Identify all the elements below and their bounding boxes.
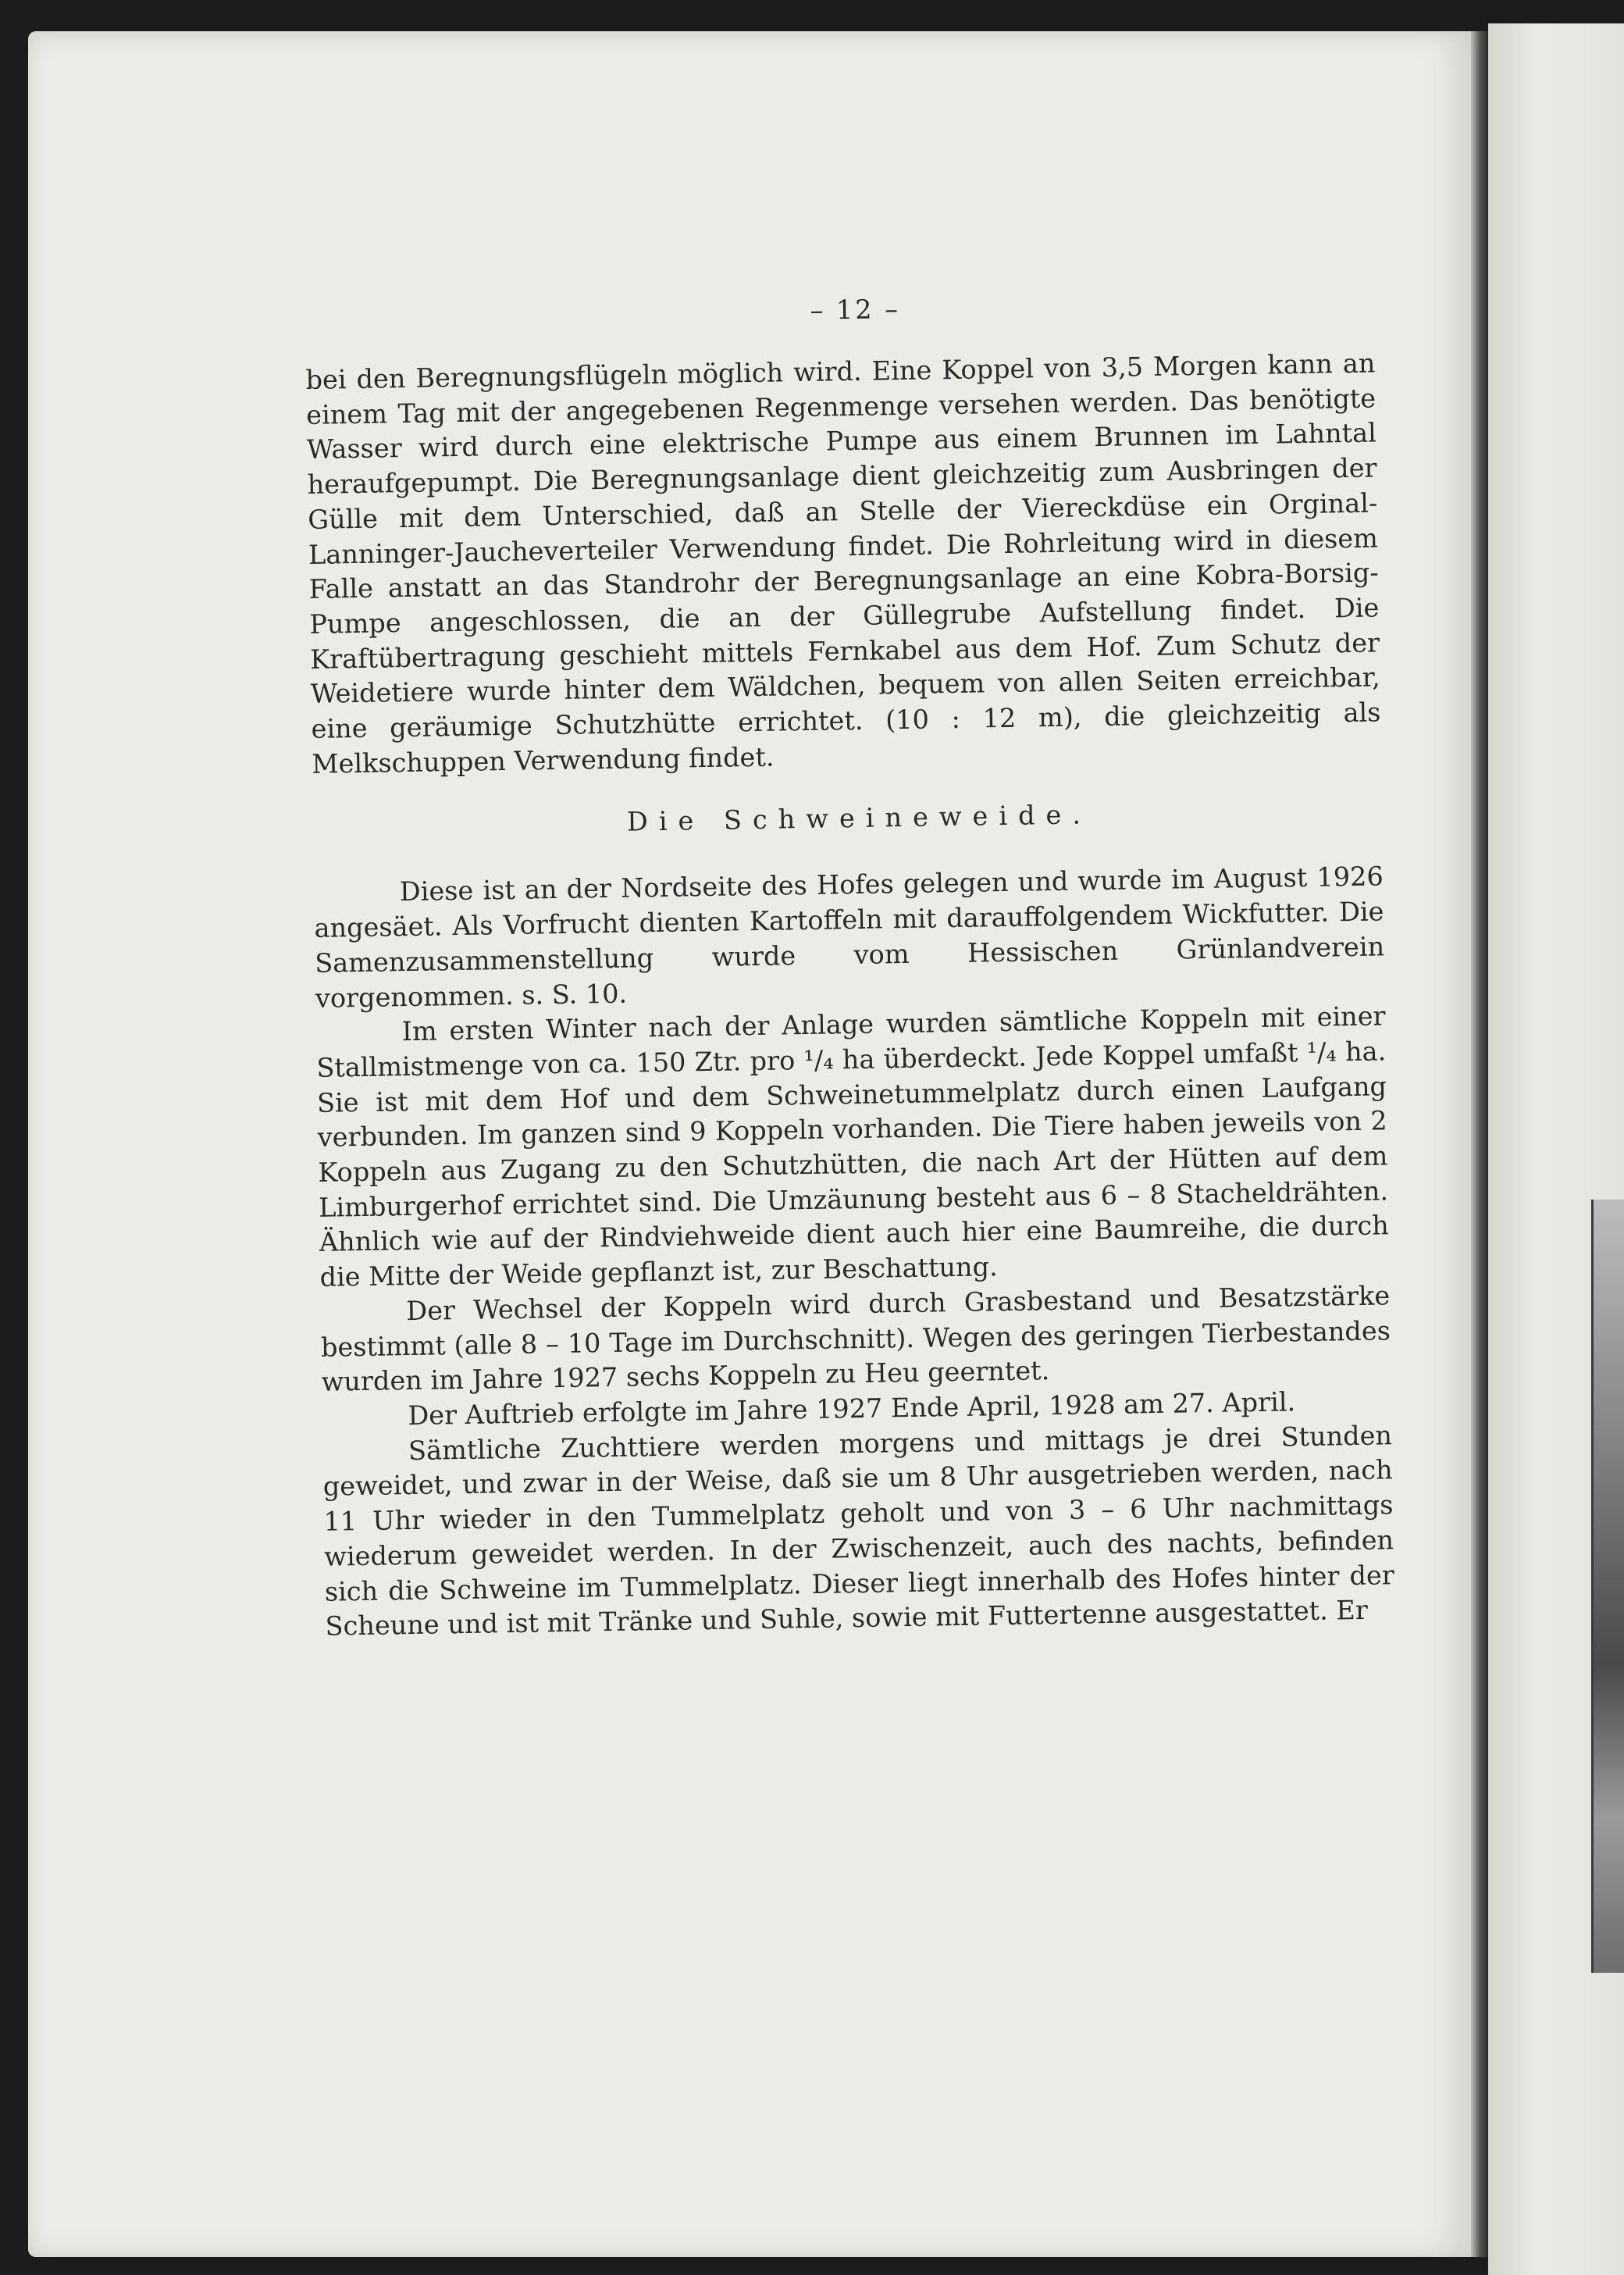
page-text — [304, 286, 1395, 1644]
paragraph-continued: bei den Beregnungsflügeln möglich wird. Eine Koppel von 3,5 Morgen kann an einem Tag mit der angegebenen Regenmenge versehen werden. Das benötigte Wasser wird durch eine elektrische Pumpe aus einem Brunnen im Lahntal heraufgepumpt. Die Beregnungsanlage dient gleichzeitig zum Ausbringen der Gülle mit dem Unterschied, daß an Stelle der Viereckdüse ein Orginal-Lanninger-Jaucheverteiler Verwendung findet. Die Rohrleitung wird in diesem Falle anstatt an das Standrohr der Beregnungsanlage an eine Kobra-Borsig-Pumpe angeschlossen, die an der Güllegrube Aufstellung findet. Die Kraftübertragung geschieht mittels Fernkabel aus dem Hof. Zum Schutz der Weidetiere wurde hinter dem Wäldchen, bequem von allen Seiten erreichbar, eine geräumige Schutzhütte errichtet. (10 : 12 m), die gleichzeitig als Melkschuppen Verwendung findet. — [305, 348, 1381, 779]
paragraph: Sämtliche Zuchttiere werden morgens und mittags je drei Stunden geweidet, und zwar in der Weise, daß sie um 8 Uhr ausgetrieben werden, nach 11 Uhr wieder in den Tummelplatz geholt und von 3 – 6 Uhr nachmittags wiederum geweidet werden. In der Zwischenzeit, auch des nachts, befinden sich die Schweine im Tummelplatz. Dieser liegt innerhalb des Hofes hinter der Scheune und ist mit Tränke und Suhle, sowie mit Futtertenne ausgestattet. Er — [322, 1419, 1395, 1642]
adjacent-photo-edge — [1591, 1200, 1624, 1973]
paragraph: Im ersten Winter nach der Anlage wurden sämtliche Koppeln mit einer Stallmistmenge von ca. 150 Ztr. pro ¹/₄ ha überdeckt. Jede Koppel umfaßt ¹/₄ ha. Sie ist mit dem Hof und dem Schweinetummelplatz durch einen Laufgang verbunden. Im ganzen sind 9 Koppeln vorhanden. Die Tiere haben jeweils von 2 Koppeln aus Zugang zu den Schutzhütten, die nach Art der Hütten auf dem Limburgerhof errichtet sind. Die Umzäunung besteht aus 6 – 8 Stacheldrähten. Ähnlich wie auf der Rindviehweide dient auch hier eine Baumreihe, die durch die Mitte der Weide gepflanzt ist, zur Beschattung. — [316, 1000, 1390, 1293]
page-number: – 12 – — [810, 294, 901, 326]
paragraph: Der Auftrieb erfolgte im Jahre 1927 Ende April, 1928 am 27. April. — [408, 1386, 1296, 1432]
paragraph: Der Wechsel der Koppeln wird durch Grasbestand und Besatzstärke bestimmt (alle 8 – 10 Tage im Durchschnitt). Wegen des geringen Tierbestandes wurden im Jahre 1927 sechs Koppeln zu Heu geerntet. — [320, 1280, 1391, 1398]
page-gutter — [1471, 31, 1488, 2257]
paragraph: Diese ist an der Nordseite des Hofes gelegen und wurde im August 1926 angesäet. Als Vorfrucht dienten Kartoffeln mit darauffolgendem Wickfutter. Die Samenzusammenstellung wurde vom Hessischen Grünlandverein vorgenommen. s. S. 10. — [314, 861, 1385, 1014]
section-heading: Die Schweineweide. — [626, 799, 1092, 838]
